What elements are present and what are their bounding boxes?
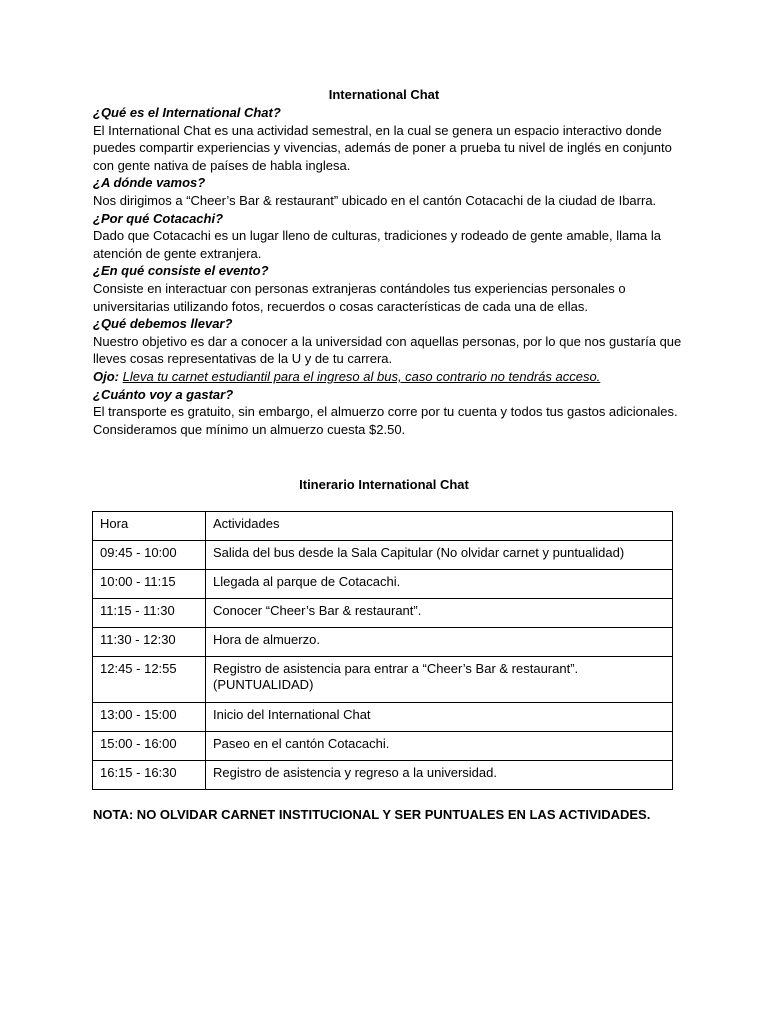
question-heading: ¿Cuánto voy a gastar? bbox=[93, 386, 234, 402]
table-row bbox=[93, 599, 673, 628]
answer-paragraph: Nos dirigimos a “Cheer’s Bar & restaurant” ubicado en el cantón Cotacachi de la ciudad de Ibarra. bbox=[93, 192, 657, 208]
question-heading: ¿Por qué Cotacachi? bbox=[93, 210, 224, 226]
final-note: NOTA: NO OLVIDAR CARNET INSTITUCIONAL Y SER PUNTUALES EN LAS ACTIVIDADES. bbox=[93, 807, 651, 822]
answer-paragraph: Consiste en interactuar con personas extranjeras contándoles tus experiencias personales o universitarias utilizando fotos, recuerdos o cosas características de cada una de ellas. bbox=[93, 280, 626, 314]
header-actividades: Actividades bbox=[206, 512, 673, 541]
question-heading: ¿Qué es el International Chat? bbox=[93, 105, 281, 120]
cell-actividad: Salida del bus desde la Sala Capitular (No olvidar carnet y puntualidad) bbox=[206, 541, 673, 570]
cell-hora: 13:00 - 15:00 bbox=[93, 703, 206, 732]
table-row bbox=[93, 761, 673, 790]
cell-actividad: Llegada al parque de Cotacachi. bbox=[206, 570, 673, 599]
table-row bbox=[93, 732, 673, 761]
cell-actividad: Registro de asistencia para entrar a “Cheer’s Bar & restaurant”. (PUNTUALIDAD) bbox=[206, 657, 673, 703]
cell-actividad: Registro de asistencia y regreso a la universidad. bbox=[206, 761, 673, 790]
cell-actividad: Hora de almuerzo. bbox=[206, 628, 673, 657]
cell-hora: 11:15 - 11:30 bbox=[93, 599, 206, 628]
answer-paragraph: El International Chat es una actividad semestral, en la cual se genera un espacio interactivo donde puedes compartir experiencias y vivencias, además de poner a prueba tu nivel de inglés en conjunto con gente nativa de países de habla inglesa. bbox=[93, 122, 672, 173]
document-body bbox=[93, 104, 693, 438]
document-title: International Chat bbox=[328, 87, 440, 102]
table-row bbox=[93, 628, 673, 657]
cell-actividad: Conocer “Cheer’s Bar & restaurant”. bbox=[206, 599, 673, 628]
itinerary-table bbox=[92, 511, 673, 790]
answer-paragraph: Dado que Cotacachi es un lugar lleno de culturas, tradiciones y rodeado de gente amable, llama la atención de gente extranjera. bbox=[93, 228, 662, 261]
table-row bbox=[93, 657, 673, 703]
header-hora: Hora bbox=[93, 512, 206, 541]
cell-hora: 15:00 - 16:00 bbox=[93, 732, 206, 761]
question-heading: ¿A dónde vamos? bbox=[93, 175, 206, 191]
ojo-text: Lleva tu carnet estudiantil para el ingreso al bus, caso contrario no tendrás acceso. bbox=[122, 368, 601, 384]
ojo-note bbox=[93, 368, 693, 386]
question-heading: ¿En qué consiste el evento? bbox=[93, 263, 269, 279]
cell-actividad: Paseo en el cantón Cotacachi. bbox=[206, 732, 673, 761]
question-heading: ¿Qué debemos llevar? bbox=[93, 316, 233, 332]
table-row bbox=[93, 570, 673, 599]
answer-paragraph: Nuestro objetivo es dar a conocer a la universidad con aquellas personas, por lo que nos gustaría que lleves cosas representativas de la U y de tu carrera. bbox=[93, 333, 682, 367]
cell-hora: 12:45 - 12:55 bbox=[93, 657, 206, 703]
table-header-row bbox=[93, 512, 673, 541]
itinerary-title: Itinerario International Chat bbox=[299, 477, 469, 492]
ojo-label: Ojo: bbox=[93, 368, 119, 384]
cell-hora: 10:00 - 11:15 bbox=[93, 570, 206, 599]
cell-hora: 11:30 - 12:30 bbox=[93, 628, 206, 657]
table-row bbox=[93, 703, 673, 732]
cell-hora: 09:45 - 10:00 bbox=[93, 541, 206, 570]
table-row bbox=[93, 541, 673, 570]
cell-actividad: Inicio del International Chat bbox=[206, 703, 673, 732]
answer-paragraph: El transporte es gratuito, sin embargo, el almuerzo corre por tu cuenta y todos tus gastos adicionales. Consideramos que mínimo un almuerzo cuesta $2.50. bbox=[93, 404, 678, 437]
cell-hora: 16:15 - 16:30 bbox=[93, 761, 206, 790]
